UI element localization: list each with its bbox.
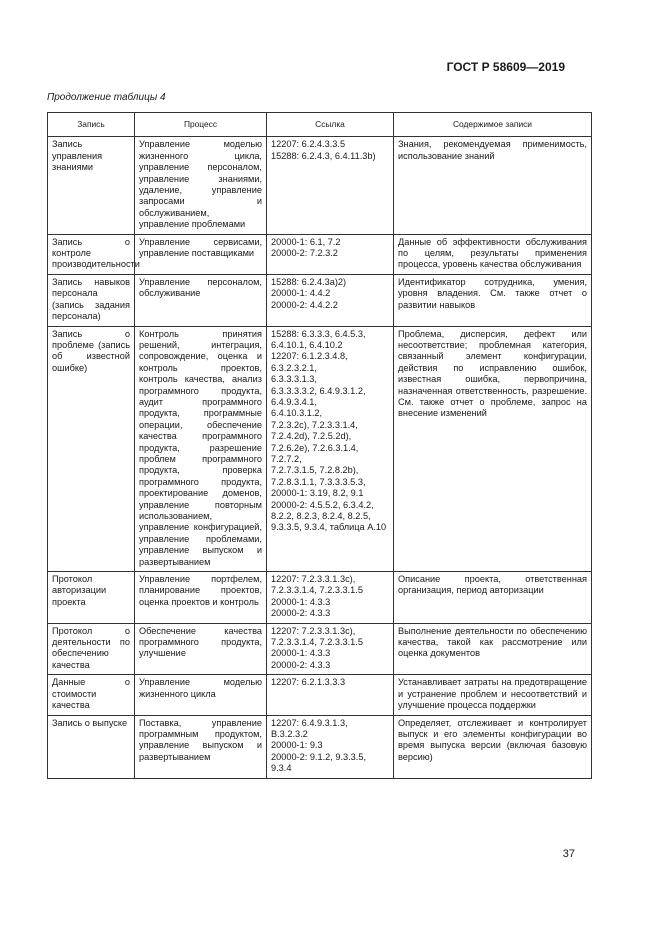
process-cell: Управление портфелем, планирование проектов, оценка проектов и контроль	[135, 572, 267, 624]
reference-cell	[267, 274, 394, 326]
record-cell: Данные о стоимости качества	[48, 675, 135, 715]
reference-line: 6.4.10.1, 6.4.10.2	[271, 339, 343, 350]
reference-line: 6.3.2.3.2.1,	[271, 362, 317, 373]
table-row	[48, 715, 592, 778]
reference-line: 7.2.7.2,	[271, 453, 302, 464]
table-row	[48, 675, 592, 715]
record-cell: Запись о контроле производительности	[48, 234, 135, 274]
record-cell: Запись о проблеме (запись об известной ошибке)	[48, 326, 135, 572]
table-row	[48, 274, 592, 326]
content-cell: Проблема, дисперсия, дефект или несоответствие; проблемная категория, связанный элемент конфигурации, действия по исправлению ошибок, известная ошибка, первопричина, назначенная ответственность, разрешение. См. также отчет о проблеме, запрос на внесение изменений	[394, 326, 592, 572]
reference-line: 20000-2: 9.1.2, 9.3.3.5,	[271, 751, 367, 762]
reference-line: 7.2.6.2e), 7.2.6.3.1.4,	[271, 442, 359, 453]
reference-line: 20000-1: 6.1, 7.2	[271, 236, 341, 247]
reference-line: 9.3.4	[271, 763, 292, 774]
reference-cell	[267, 675, 394, 715]
reference-line: 20000-2: 4.3.3	[271, 608, 331, 619]
reference-line: 7.2.4.2d), 7.2.5.2d),	[271, 431, 352, 442]
reference-cell	[267, 234, 394, 274]
reference-line: 8.2.2, 8.2.3, 8.2.4, 8.2.5,	[271, 511, 371, 521]
process-cell: Управление сервисами, управление поставщиками	[135, 234, 267, 274]
reference-line: 20000-1: 4.3.3	[271, 596, 331, 607]
reference-line: 12207: 6.1.2.3.4.8,	[271, 351, 348, 362]
document-standard-header: ГОСТ Р 58609—2019	[446, 60, 565, 74]
page-number: 37	[562, 848, 575, 860]
reference-line: 12207: 6.2.1.3.3.3	[271, 677, 346, 688]
process-cell: Управление моделью жизненного цикла, управление персоналом, управление знаниями, удаление, управление запросами и обслуживанием, управление проблемами	[135, 137, 267, 234]
reference-line: 20000-1: 4.3.3	[271, 648, 331, 659]
reference-line: 12207: 7.2.3.3.1.3c),	[271, 625, 356, 636]
reference-line: 7.2.3.2c), 7.2.3.3.1.4,	[271, 419, 358, 430]
content-cell: Описание проекта, ответственная организация, период авторизации	[394, 572, 592, 624]
reference-line: 20000-1: 9.3	[271, 740, 323, 751]
record-cell: Запись навыков персонала (запись задания персонала)	[48, 274, 135, 326]
reference-line: 6.3.3.3.3.2, 6.4.9.3.1.2,	[271, 385, 366, 396]
process-cell: Управление персоналом, обслуживание	[135, 274, 267, 326]
process-cell: Контроль принятия решений, интеграция, сопровождение, оценка и контроль проектов, контроль качества, анализ программного продукта, аудит программного продукта, программные операции, обеспечение качества программного продукта, разрешение проблем программного продукта, проверка программного продукта, проектирование доменов, управление повторным использованием, управление конфигурацией, управление проблемами, управление выпуском и развертыванием	[135, 326, 267, 572]
content-cell: Выполнение деятельности по обеспечению качества, такой как рассмотрение или оценка документов	[394, 623, 592, 675]
reference-line: 15288: 6.3.3.3, 6.4.5.3,	[271, 328, 366, 339]
reference-line: 6.3.3.3.1.3,	[271, 374, 317, 385]
reference-line: 20000-2: 4.5.5.2, 6.3.4.2,	[271, 499, 374, 510]
table-caption: Продолжение таблицы 4	[47, 92, 166, 103]
reference-line: 6.4.9.3.4.1,	[271, 396, 317, 407]
reference-line: 6.4.10.3.1.2,	[271, 408, 323, 419]
record-cell: Протокол о деятельности по обеспечению качества	[48, 623, 135, 675]
content-cell: Данные об эффективности обслуживания по целям, результаты применения процесса, уровень качества обслуживания	[394, 234, 592, 274]
reference-line: 7.2.7.3.1.5, 7.2.8.2b),	[271, 465, 359, 476]
reference-cell	[267, 137, 394, 234]
table-row	[48, 234, 592, 274]
record-cell: Запись управления знаниями	[48, 137, 135, 234]
reference-line: 12207: 6.2.4.3.3.5	[271, 139, 346, 150]
reference-line: B.3.2.3.2	[271, 728, 308, 739]
reference-line: 20000-2: 4.4.2.2	[271, 299, 338, 310]
record-cell: Протокол авторизации проекта	[48, 572, 135, 624]
process-cell: Обеспечение качества программного продукта, улучшение	[135, 623, 267, 675]
process-cell: Поставка, управление программным продуктом, управление выпуском и развертыванием	[135, 715, 267, 778]
column-header-content: Содержимое записи	[394, 113, 592, 137]
reference-line: 15288: 6.2.4.3, 6.4.11.3b)	[271, 150, 376, 161]
column-header-record: Запись	[48, 113, 135, 137]
process-cell: Управление моделью жизненного цикла	[135, 675, 267, 715]
reference-cell	[267, 326, 394, 572]
reference-line: 20000-2: 4.3.3	[271, 659, 331, 670]
table-body	[48, 137, 592, 778]
reference-cell	[267, 623, 394, 675]
reference-line: 20000-2: 7.2.3.2	[271, 248, 338, 259]
table-row	[48, 326, 592, 572]
reference-line: 7.2.3.3.1.4, 7.2.3.3.1.5	[271, 585, 363, 596]
column-header-process: Процесс	[135, 113, 267, 137]
table-row	[48, 137, 592, 234]
content-cell: Знания, рекомендуемая применимость, использование знаний	[394, 137, 592, 234]
table-row	[48, 572, 592, 624]
column-header-reference: Ссылка	[267, 113, 394, 137]
content-cell: Определяет, отслеживает и контролирует выпуск и его элементы конфигурации во время выпуска версии (включая базовую версию)	[394, 715, 592, 778]
reference-cell	[267, 572, 394, 624]
record-cell: Запись о выпуске	[48, 715, 135, 778]
reference-line: 20000-1: 4.4.2	[271, 288, 331, 299]
reference-line: 7.2.8.3.1.1, 7.3.3.3.5.3,	[271, 476, 366, 487]
content-cell: Устанавливает затраты на предотвращение и устранение проблем и несоответствий и улучшение процесса поддержки	[394, 675, 592, 715]
reference-line: 12207: 6.4.9.3.1.3,	[271, 717, 348, 728]
reference-line: 12207: 7.2.3.3.1.3c),	[271, 574, 356, 585]
table-header-row	[48, 113, 592, 137]
reference-line: 9.3.3.5, 9.3.4, таблица A.10	[271, 522, 387, 533]
content-cell: Идентификатор сотрудника, умения, уровня владения. См. также отчет о развитии навыков	[394, 274, 592, 326]
records-table	[47, 112, 592, 779]
reference-line: 15288: 6.2.4.3a)2)	[271, 276, 347, 287]
reference-line: 7.2.3.3.1.4, 7.2.3.3.1.5	[271, 637, 363, 648]
table-row	[48, 623, 592, 675]
reference-line: 20000-1: 3.19, 8.2, 9.1	[271, 488, 364, 499]
reference-cell	[267, 715, 394, 778]
